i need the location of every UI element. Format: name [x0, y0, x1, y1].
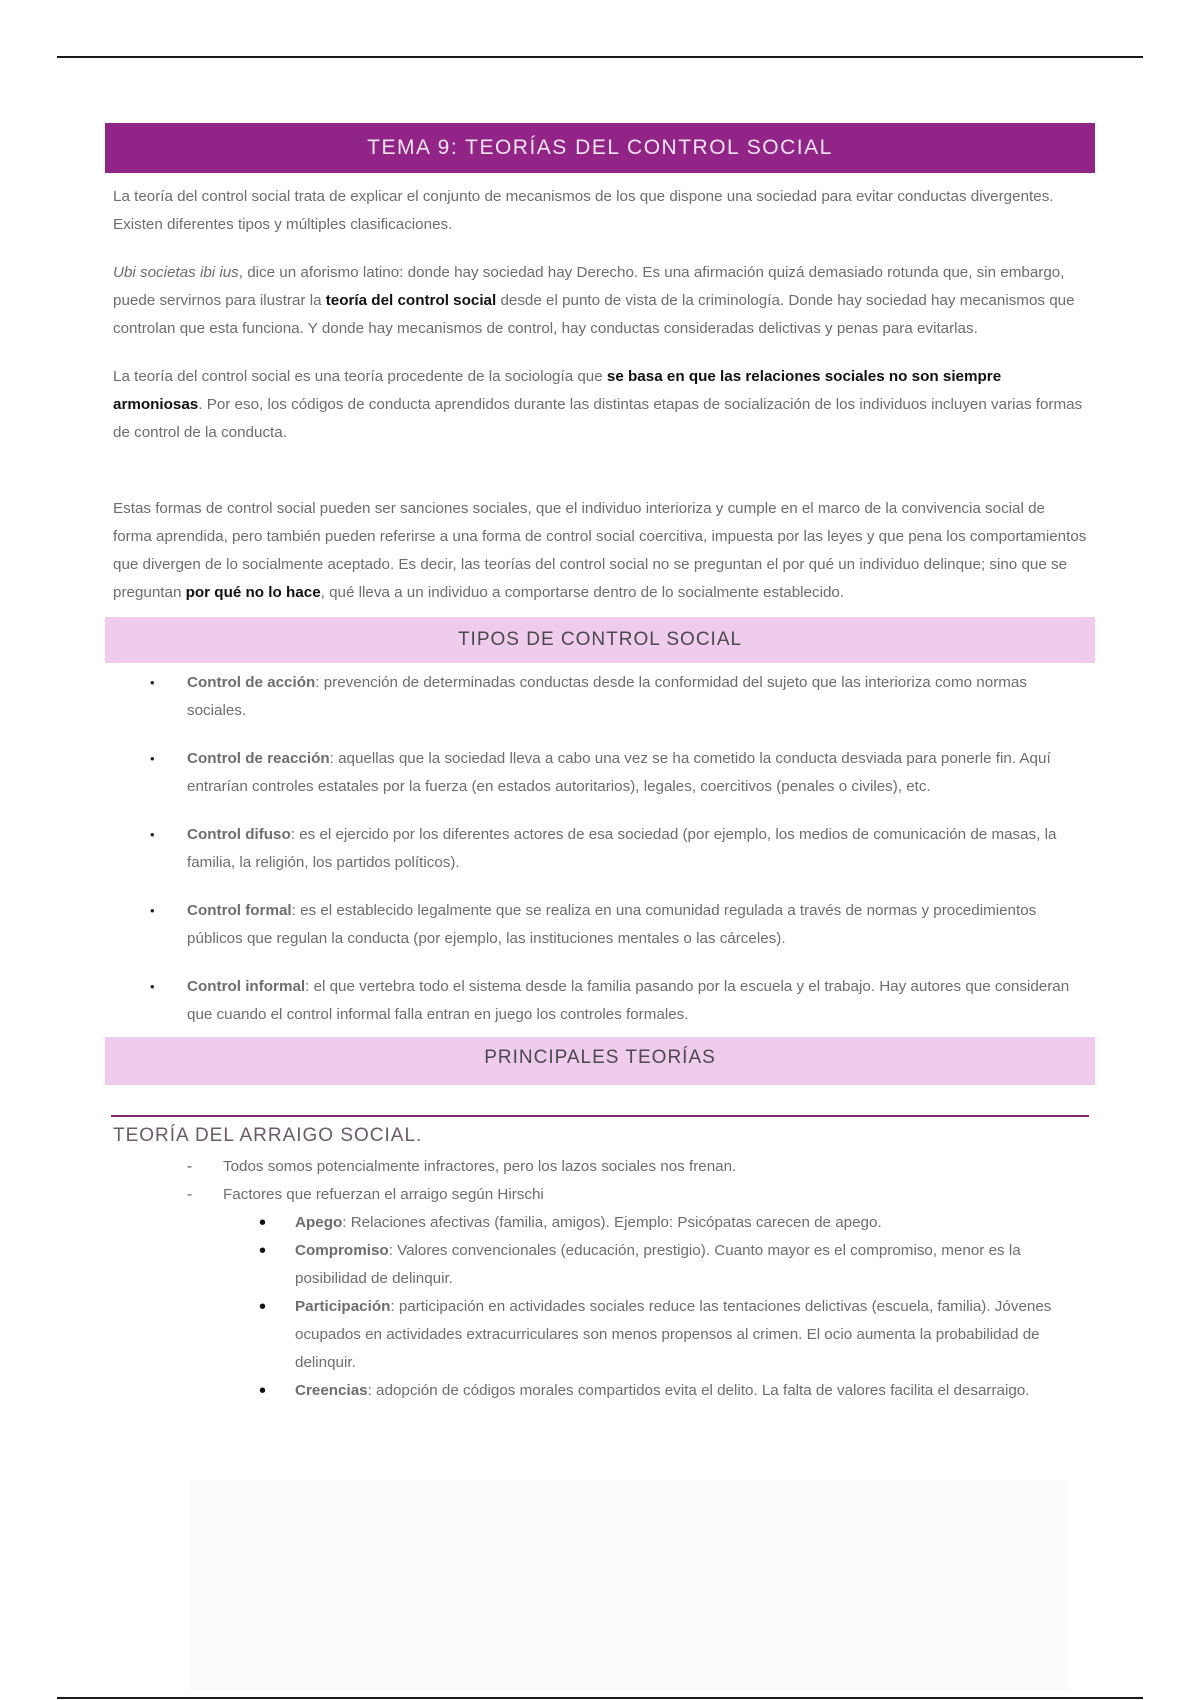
list-item: - Todos somos potencialmente infractores, pero los lazos sociales nos frenan.: [105, 1153, 1095, 1181]
bullet-icon: •: [150, 675, 155, 690]
section-heading-theories: PRINCIPALES TEORÍAS: [105, 1037, 1095, 1085]
intro-paragraph-3: La teoría del control social es una teoría procedente de la sociología que se basa en que las relaciones sociales no son siempre armoniosas. Por eso, los códigos de conducta aprendidos durante las distintas etapas de socialización de los individuos incluyen varias formas de control de la conducta.: [113, 368, 1083, 441]
list-item: • Control difuso: es el ejercido por los diferentes actores de esa sociedad (por ejemplo, los medios de comunicación de masas, la familia, la religión, los partidos políticos).: [105, 821, 1095, 877]
intro-paragraph-2: Ubi societas ibi ius, dice un aforismo latino: donde hay sociedad hay Derecho. Es una afirmación quizá demasiado rotunda que, sin embargo, puede servirnos para ilustrar la teoría del control social desde el punto de vista de la criminología. Donde hay sociedad hay mecanismos que controlan que esta funciona. Y donde hay mecanismos de control, hay conductas consideradas delictivas y penas para evitarlas.: [113, 264, 1075, 337]
list-item: • Apego: Relaciones afectivas (familia, amigos). Ejemplo: Psicópatas carecen de apego.: [105, 1209, 1095, 1237]
list-item: • Control de acción: prevención de determinadas conductas desde la conformidad del sujeto que las interioriza como normas sociales.: [105, 669, 1095, 725]
page-title: TEMA 9: TEORÍAS DEL CONTROL SOCIAL: [105, 123, 1095, 173]
intro-paragraph-1: La teoría del control social trata de explicar el conjunto de mecanismos de los que dispone una sociedad para evitar conductas divergentes. Existen diferentes tipos y múltiples clasificaciones.: [113, 188, 1054, 233]
hirschi-factors-list: [105, 1209, 1095, 1405]
list-item: • Participación: participación en actividades sociales reduce las tentaciones delictivas (escuela, familia). Jóvenes ocupados en actividades extracurriculares son menos propensos al crimen. El ocio aumenta la probabilidad de delinquir.: [105, 1293, 1095, 1377]
section-heading-types: TIPOS DE CONTROL SOCIAL: [105, 617, 1095, 663]
document-body: [105, 123, 1095, 1405]
list-item: • Control informal: el que vertebra todo el sistema desde la familia pasando por la escuela y el trabajo. Hay autores que consideran que cuando el control informal falla entran en juego los controles formales.: [105, 973, 1095, 1029]
list-item: - Factores que refuerzan el arraigo según Hirschi: [105, 1181, 1095, 1209]
bullet-icon: •: [150, 903, 155, 918]
subsection-title: TEORÍA DEL ARRAIGO SOCIAL.: [113, 1125, 423, 1146]
arraigo-points-list: [105, 1153, 1095, 1209]
bullet-icon: •: [259, 1296, 267, 1318]
bottom-rule: [57, 1697, 1143, 1699]
bullet-icon: •: [150, 827, 155, 842]
list-item: • Compromiso: Valores convencionales (educación, prestigio). Cuanto mayor es el compromiso, menor es la posibilidad de delinquir.: [105, 1237, 1095, 1293]
bullet-icon: •: [150, 751, 155, 766]
bullet-icon: •: [150, 979, 155, 994]
list-item: • Control de reacción: aquellas que la sociedad lleva a cabo una vez se ha cometido la conducta desviada para ponerle fin. Aquí entrarían controles estatales por la fuerza (en estados autoritarios), legales, coercitivos (penales o civiles), etc.: [105, 745, 1095, 801]
emphasis-text: se basa en que las relaciones sociales no son siempre armoniosas: [113, 368, 1002, 413]
background-panel: [190, 1480, 1070, 1690]
top-rule: [57, 56, 1143, 58]
control-types-list: [105, 669, 1095, 1029]
emphasis-text: teoría del control social: [325, 292, 497, 309]
list-item: • Control formal: es el establecido legalmente que se realiza en una comunidad regulada a través de normas y procedimientos públicos que regulan la conducta (por ejemplo, las instituciones mentales o las cárceles).: [105, 897, 1095, 953]
bullet-icon: •: [259, 1380, 267, 1402]
emphasis-text: por qué no lo hace: [185, 584, 321, 601]
bullet-icon: •: [259, 1212, 267, 1234]
subsection-divider: [111, 1115, 1089, 1117]
bullet-icon: •: [259, 1240, 267, 1262]
latin-aphorism: Ubi societas ibi ius: [113, 264, 239, 281]
dash-icon: -: [187, 1186, 193, 1203]
intro-paragraph-4: Estas formas de control social pueden ser sanciones sociales, que el individuo interioriza y cumple en el marco de la convivencia social de forma aprendida, pero también pueden referirse a una forma de control social coercitiva, impuesta por las leyes y que pena los comportamientos que divergen de lo socialmente aceptado. Es decir, las teorías del control social no se preguntan el por qué un individuo delinque; sino que se preguntan por qué no lo hace, qué lleva a un individuo a comportarse dentro de lo socialmente establecido.: [113, 500, 1087, 601]
dash-icon: -: [187, 1158, 193, 1175]
list-item: • Creencias: adopción de códigos morales compartidos evita el delito. La falta de valores facilita el desarraigo.: [105, 1377, 1095, 1405]
